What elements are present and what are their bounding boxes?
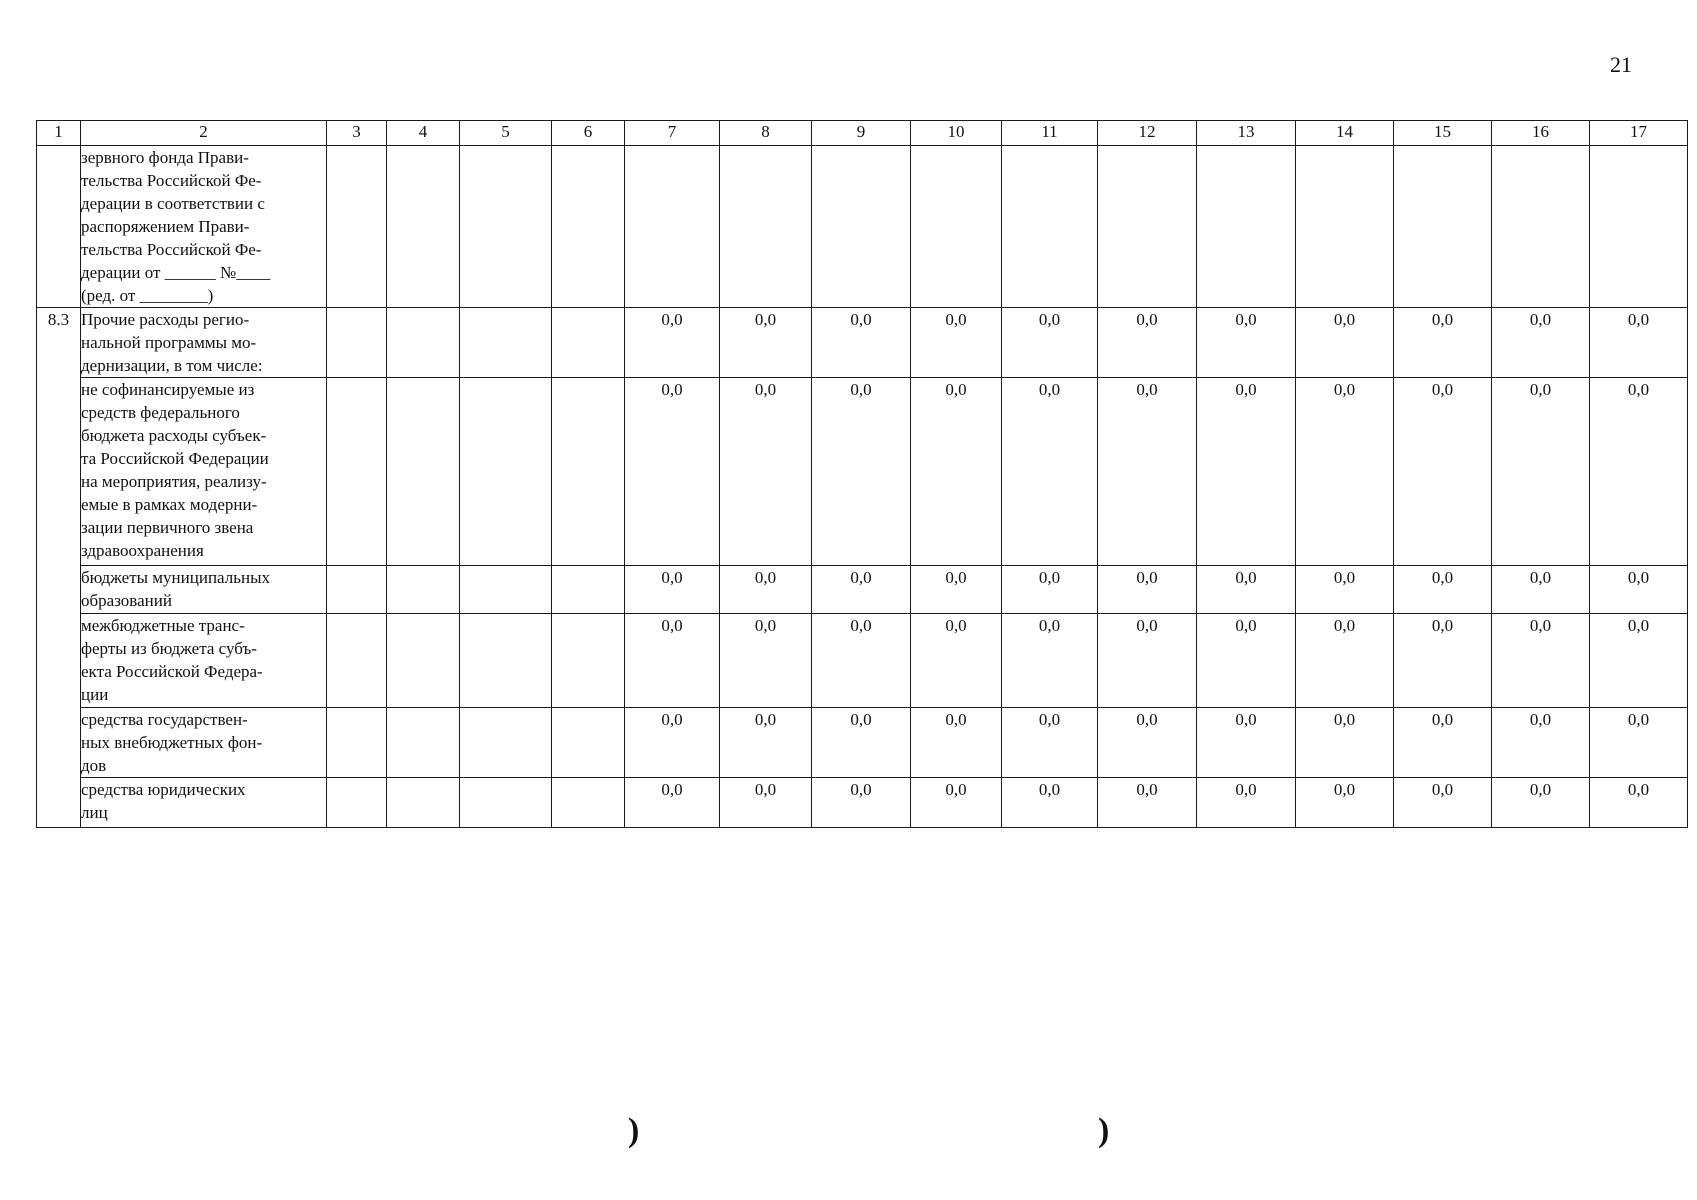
row-name-line: екта Российской Федера-	[81, 662, 263, 681]
row-name-line: дернизации, в том числе:	[81, 356, 263, 375]
value-cell	[911, 146, 1002, 308]
empty-cell	[387, 146, 460, 308]
value-cell: 0,0	[1590, 566, 1688, 614]
row-name-line: здравоохранения	[81, 541, 204, 560]
header-cell: 17	[1590, 121, 1688, 146]
row-name-line: бюджеты муниципальных	[81, 568, 271, 587]
value-cell: 0,0	[911, 378, 1002, 566]
header-cell: 14	[1296, 121, 1394, 146]
empty-cell	[387, 308, 460, 378]
value-cell: 0,0	[1002, 778, 1098, 828]
header-cell: 1	[37, 121, 81, 146]
row-name-cell	[81, 146, 327, 308]
value-cell: 0,0	[1394, 614, 1492, 708]
header-cell: 8	[720, 121, 812, 146]
row-name-line: дов	[81, 756, 107, 775]
value-cell: 0,0	[1002, 614, 1098, 708]
value-cell: 0,0	[1492, 308, 1590, 378]
value-cell: 0,0	[1098, 566, 1197, 614]
empty-cell	[387, 614, 460, 708]
empty-cell	[552, 146, 625, 308]
value-cell: 0,0	[1002, 378, 1098, 566]
empty-cell	[327, 566, 387, 614]
row-name-line: дерации от ______ №____	[81, 263, 271, 282]
value-cell: 0,0	[720, 308, 812, 378]
value-cell	[1098, 146, 1197, 308]
header-cell: 11	[1002, 121, 1098, 146]
value-cell	[720, 146, 812, 308]
value-cell: 0,0	[1098, 614, 1197, 708]
value-cell: 0,0	[812, 614, 911, 708]
value-cell: 0,0	[720, 708, 812, 778]
value-cell: 0,0	[1197, 614, 1296, 708]
value-cell: 0,0	[1197, 708, 1296, 778]
value-cell: 0,0	[1002, 308, 1098, 378]
value-cell: 0,0	[1002, 708, 1098, 778]
value-cell: 0,0	[1098, 778, 1197, 828]
empty-cell	[552, 614, 625, 708]
empty-cell	[327, 378, 387, 566]
empty-cell	[460, 778, 552, 828]
empty-cell	[552, 308, 625, 378]
value-cell: 0,0	[1296, 308, 1394, 378]
empty-cell	[460, 308, 552, 378]
value-cell: 0,0	[911, 614, 1002, 708]
empty-cell	[387, 708, 460, 778]
value-cell: 0,0	[812, 308, 911, 378]
value-cell: 0,0	[720, 566, 812, 614]
value-cell: 0,0	[812, 708, 911, 778]
row-number-cell	[37, 146, 81, 308]
header-cell: 13	[1197, 121, 1296, 146]
empty-cell	[460, 708, 552, 778]
value-cell: 0,0	[625, 778, 720, 828]
value-cell: 0,0	[625, 614, 720, 708]
value-cell: 0,0	[1492, 566, 1590, 614]
empty-cell	[552, 566, 625, 614]
value-cell: 0,0	[911, 708, 1002, 778]
value-cell: 0,0	[1197, 308, 1296, 378]
value-cell: 0,0	[1002, 566, 1098, 614]
header-cell: 15	[1394, 121, 1492, 146]
value-cell	[625, 146, 720, 308]
empty-cell	[460, 146, 552, 308]
value-cell: 0,0	[625, 566, 720, 614]
row-name-cell	[81, 566, 327, 614]
row-name-line: Прочие расходы регио-	[81, 310, 250, 329]
value-cell: 0,0	[1492, 708, 1590, 778]
header-cell: 7	[625, 121, 720, 146]
page-number: 21	[1610, 52, 1632, 77]
header-cell: 2	[81, 121, 327, 146]
row-name-line: ции	[81, 685, 109, 704]
value-cell: 0,0	[812, 778, 911, 828]
row-name-line: ферты из бюджета субъ-	[81, 639, 257, 658]
table-row	[37, 146, 1688, 308]
row-name-cell	[81, 378, 327, 566]
table-row	[37, 566, 1688, 614]
table-row	[37, 708, 1688, 778]
row-name-line: дерации в соответствии с	[81, 194, 265, 213]
value-cell: 0,0	[1098, 708, 1197, 778]
value-cell: 0,0	[1197, 378, 1296, 566]
table-row	[37, 778, 1688, 828]
value-cell: 0,0	[720, 378, 812, 566]
header-cell: 4	[387, 121, 460, 146]
row-name-line: нальной программы мо-	[81, 333, 257, 352]
table-row	[37, 614, 1688, 708]
value-cell: 0,0	[1394, 566, 1492, 614]
header-cell: 9	[812, 121, 911, 146]
empty-cell	[327, 778, 387, 828]
value-cell: 0,0	[1590, 308, 1688, 378]
row-name-line: образований	[81, 591, 172, 610]
header-row	[37, 121, 1688, 146]
value-cell	[1296, 146, 1394, 308]
header-cell: 12	[1098, 121, 1197, 146]
row-name-cell	[81, 308, 327, 378]
empty-cell	[327, 708, 387, 778]
table-row	[37, 378, 1688, 566]
value-cell: 0,0	[1394, 708, 1492, 778]
row-name-cell	[81, 708, 327, 778]
value-cell	[1002, 146, 1098, 308]
value-cell: 0,0	[720, 614, 812, 708]
row-name-line: средств федерального	[81, 403, 240, 422]
empty-cell	[552, 378, 625, 566]
empty-cell	[552, 708, 625, 778]
value-cell: 0,0	[1492, 778, 1590, 828]
value-cell: 0,0	[911, 778, 1002, 828]
row-name-line: распоряжением Прави-	[81, 217, 250, 236]
row-name-line: на мероприятия, реализу-	[81, 472, 267, 491]
value-cell: 0,0	[1296, 614, 1394, 708]
empty-cell	[327, 308, 387, 378]
value-cell: 0,0	[1296, 566, 1394, 614]
value-cell: 0,0	[812, 378, 911, 566]
value-cell	[812, 146, 911, 308]
empty-cell	[460, 566, 552, 614]
value-cell: 0,0	[1590, 778, 1688, 828]
row-name-cell	[81, 614, 327, 708]
empty-cell	[327, 614, 387, 708]
row-name-line: ных внебюджетных фон-	[81, 733, 263, 752]
value-cell: 0,0	[1296, 708, 1394, 778]
value-cell: 0,0	[812, 566, 911, 614]
value-cell: 0,0	[1590, 614, 1688, 708]
bracket-mark-right: )	[1098, 1112, 1110, 1149]
row-name-line: тельства Российской Фе-	[81, 240, 262, 259]
value-cell: 0,0	[1296, 778, 1394, 828]
value-cell: 0,0	[1197, 778, 1296, 828]
row-name-line: емые в рамках модерни-	[81, 495, 258, 514]
value-cell: 0,0	[1098, 308, 1197, 378]
row-name-cell	[81, 778, 327, 828]
value-cell: 0,0	[911, 566, 1002, 614]
value-cell: 0,0	[1590, 708, 1688, 778]
row-number-cell: 8.3	[37, 308, 81, 828]
empty-cell	[460, 378, 552, 566]
value-cell: 0,0	[1394, 308, 1492, 378]
value-cell	[1394, 146, 1492, 308]
header-cell: 6	[552, 121, 625, 146]
value-cell: 0,0	[1492, 614, 1590, 708]
value-cell: 0,0	[720, 778, 812, 828]
value-cell: 0,0	[1098, 378, 1197, 566]
empty-cell	[387, 378, 460, 566]
row-name-line: зервного фонда Прави-	[81, 148, 249, 167]
value-cell: 0,0	[1492, 378, 1590, 566]
value-cell: 0,0	[1296, 378, 1394, 566]
row-name-line: та Российской Федерации	[81, 449, 269, 468]
value-cell: 0,0	[1197, 566, 1296, 614]
value-cell	[1590, 146, 1688, 308]
value-cell: 0,0	[1394, 778, 1492, 828]
empty-cell	[387, 566, 460, 614]
budget-table	[36, 120, 1688, 828]
row-name-line: зации первичного звена	[81, 518, 254, 537]
row-name-line: межбюджетные транс-	[81, 616, 245, 635]
header-cell: 5	[460, 121, 552, 146]
row-name-line: бюджета расходы субъек-	[81, 426, 267, 445]
empty-cell	[460, 614, 552, 708]
value-cell: 0,0	[1394, 378, 1492, 566]
row-name-line: средства государствен-	[81, 710, 248, 729]
empty-cell	[387, 778, 460, 828]
empty-cell	[552, 778, 625, 828]
row-name-line: (ред. от ________)	[81, 286, 214, 305]
row-name-line: лиц	[81, 803, 108, 822]
row-name-line: не софинансируемые из	[81, 380, 255, 399]
header-cell: 10	[911, 121, 1002, 146]
header-cell: 16	[1492, 121, 1590, 146]
value-cell: 0,0	[625, 378, 720, 566]
row-name-line: средства юридических	[81, 780, 246, 799]
value-cell: 0,0	[625, 308, 720, 378]
empty-cell	[327, 146, 387, 308]
value-cell	[1492, 146, 1590, 308]
value-cell: 0,0	[1590, 378, 1688, 566]
row-name-line: тельства Российской Фе-	[81, 171, 262, 190]
bracket-mark-left: )	[628, 1112, 640, 1149]
header-cell: 3	[327, 121, 387, 146]
value-cell: 0,0	[911, 308, 1002, 378]
value-cell: 0,0	[625, 708, 720, 778]
value-cell	[1197, 146, 1296, 308]
table-row	[37, 308, 1688, 378]
